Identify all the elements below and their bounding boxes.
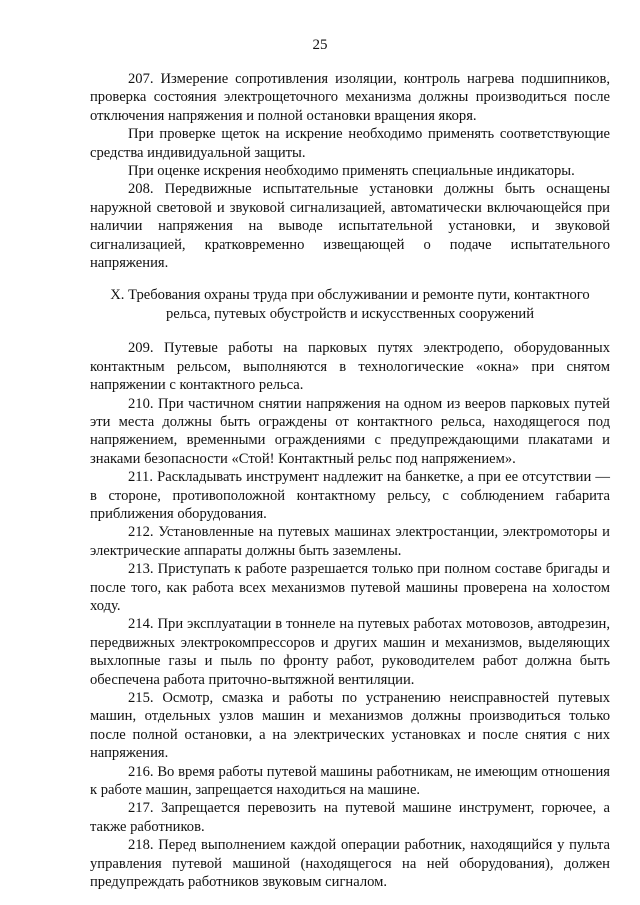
paragraph-213: 213. Приступать к работе разрешается только при полном составе бригады и после того, как работа всех механизмов путевой машины проверена на холостом ходу.: [90, 561, 610, 614]
section-heading: X. Требования охраны труда при обслуживании и ремонте пути, контактного рельса, путевых обустройств и искусственных сооружений: [110, 287, 590, 322]
paragraph-209: 209. Путевые работы на парковых путях электродепо, оборудованных контактным рельсом, выполняются в технологические «окна» при снятом напряжении с контактного рельса.: [90, 340, 610, 394]
paragraph-brush-sparking: При проверке щеток на искрение необходимо применять соответствующие средства индивидуальной защиты.: [90, 126, 610, 161]
page-number: 25: [312, 37, 328, 53]
paragraph-208: 208. Передвижные испытательные установки должны быть оснащены наружной световой и звуковой сигнализацией, автоматически включающейся при наличии напряжения на выводе испытательной установки, и звуковой сигнализацией, кратковременно извещающей о подаче испытательного напряжения.: [90, 181, 610, 272]
paragraph-207: 207. Измерение сопротивления изоляции, контроль нагрева подшипников, проверка состояния электрощеточного механизма должны производиться после отключения напряжения и полной остановки вращения якоря.: [90, 71, 610, 124]
document-body: [90, 70, 610, 891]
paragraph-212: 212. Установленные на путевых машинах электростанции, электромоторы и электрические аппараты должны быть заземлены.: [90, 524, 610, 559]
paragraph-218: 218. Перед выполнением каждой операции работник, находящийся у пульта управления путевой машиной (находящегося на ней оборудования), должен предупреждать работников звуковым сигналом.: [90, 837, 610, 891]
paragraph-215: 215. Осмотр, смазка и работы по устранению неисправностей путевых машин, отдельных узлов машин и механизмов должны производиться только после полной остановки, а на электрических установках и после снятия с них напряжения.: [90, 690, 610, 762]
paragraph-211: 211. Раскладывать инструмент надлежит на банкетке, а при ее отсутствии — в стороне, противоположной контактному рельсу, с соблюдением габарита приближения оборудования.: [90, 469, 610, 522]
paragraph-sparking-indicators: При оценке искрения необходимо применять специальные индикаторы.: [128, 163, 575, 180]
paragraph-214: 214. При эксплуатации в тоннеле на путевых работах мотовозов, автодрезин, передвижных электрокомпрессоров и других машин и механизмов, выделяющих выхлопные газы и пыль по фронту работ, руководителем работ должна быть обеспечена работа приточно-вытяжной вентиляции.: [90, 616, 610, 688]
paragraph-210: 210. При частичном снятии напряжения на одном из вееров парковых путей эти места должны быть ограждены от контактного рельса, находящегося под напряжением, временными ограждениями с предупреждающими плакатами и знаками безопасности «Стой! Контактный рельс под напряжением».: [90, 395, 610, 467]
paragraph-217: 217. Запрещается перевозить на путевой машине инструмент, горючее, а также работников.: [90, 800, 610, 835]
paragraph-216: 216. Во время работы путевой машины работникам, не имеющим отношения к работе машин, запрещается находиться на машине.: [90, 763, 610, 799]
